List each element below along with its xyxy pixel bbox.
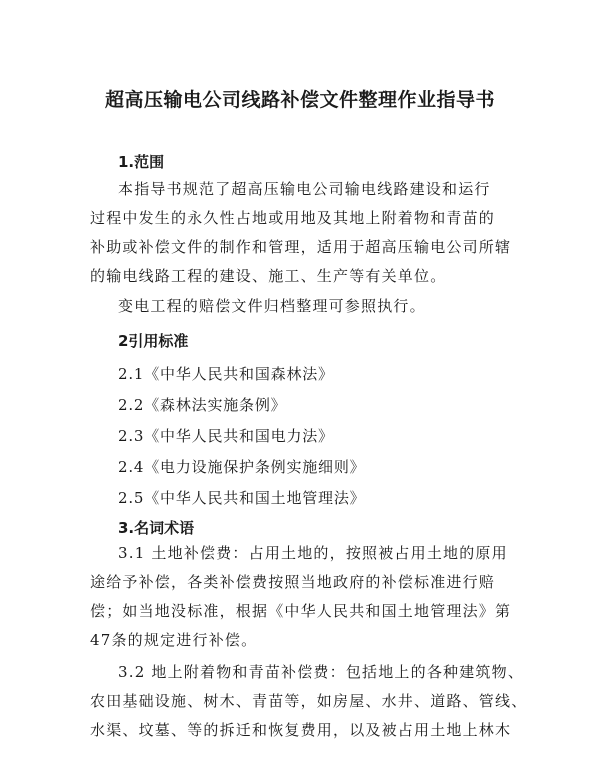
- section-heading-terms: 3.名词术语: [118, 519, 195, 537]
- scope-line-1: 本指导书规范了超高压输电公司输电线路建设和运行: [118, 180, 491, 198]
- scope-paragraph-2: [90, 292, 518, 321]
- scope-line-3: 补助或补偿文件的制作和管理，适用于超高压输电公司所辖: [90, 238, 512, 256]
- terms-p1-line-4: 47条的规定进行补偿。: [90, 631, 258, 649]
- scope-line-2: 过程中发生的永久性占地或用地及其地上附着物和青苗的: [90, 209, 496, 227]
- standard-item: 2.4《电力设施保护条例实施细则》: [118, 458, 366, 476]
- section-heading-scope: 1.范围: [118, 153, 165, 171]
- terms-paragraph-2: [90, 658, 528, 745]
- terms-p1-line-1: 3.1 土地补偿费：占用土地的，按照被占用土地的原用: [118, 544, 508, 562]
- standard-item: 2.1《中华人民共和国森林法》: [118, 365, 334, 383]
- scope-para2-line: 变电工程的赔偿文件归档整理可参照执行。: [118, 297, 426, 315]
- terms-p2-line-1: 3.2 地上附着物和青苗补偿费：包括地上的各种建筑物、: [118, 663, 525, 681]
- scope-paragraph: [90, 175, 518, 291]
- terms-p2-line-2: 农田基础设施、树木、青苗等，如房屋、水井、道路、管线、: [90, 692, 528, 710]
- standard-item: 2.3《中华人民共和国电力法》: [118, 427, 334, 445]
- terms-p2-line-3: 水渠、坟墓、等的拆迁和恢复费用，以及被占用土地上林木: [90, 721, 512, 739]
- terms-p1-line-2: 途给予补偿，各类补偿费按照当地政府的补偿标准进行赔: [90, 573, 496, 591]
- terms-p1-line-3: 偿；如当地没标准，根据《中华人民共和国土地管理法》第: [90, 602, 512, 620]
- document-title: 超高压输电公司线路补偿文件整理作业指导书: [104, 89, 495, 111]
- standard-item: 2.5《中华人民共和国土地管理法》: [118, 489, 366, 507]
- standard-item: 2.2《森林法实施条例》: [118, 396, 287, 414]
- scope-line-4: 的输电线路工程的建设、施工、生产等有关单位。: [90, 267, 447, 285]
- section-heading-standards: 2引用标准: [118, 332, 189, 350]
- terms-paragraph-1: [90, 539, 518, 655]
